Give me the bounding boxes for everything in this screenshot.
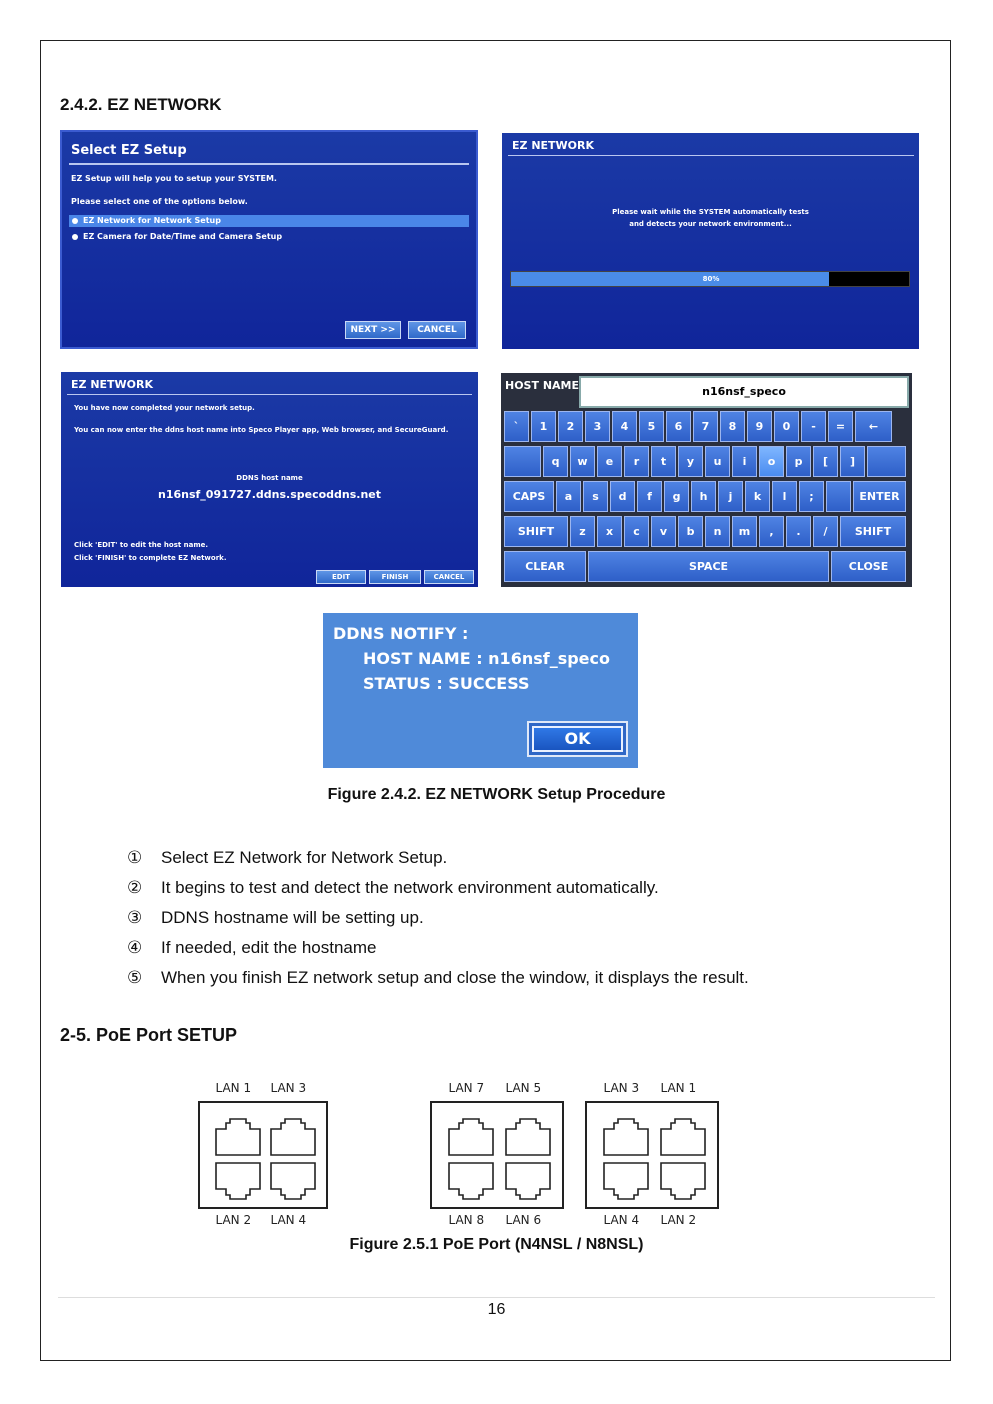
wait-message-2: and detects your network environment... (629, 220, 792, 228)
lan-label: LAN 2 (215, 1213, 252, 1227)
host-name-input[interactable]: n16nsf_speco (579, 376, 909, 408)
step-text: DDNS hostname will be setting up. (161, 908, 424, 927)
key-a[interactable]: a (556, 481, 581, 512)
lan-label: LAN 6 (505, 1213, 542, 1227)
ddns-notify-dialog (323, 613, 638, 768)
key-j[interactable]: j (718, 481, 743, 512)
rj45-port-icon (504, 1161, 552, 1206)
lan-label: LAN 4 (270, 1213, 307, 1227)
figure-caption-ez: Figure 2.4.2. EZ NETWORK Setup Procedure (327, 786, 666, 803)
step-text: Select EZ Network for Network Setup. (161, 848, 448, 867)
step-text: When you finish EZ network setup and close the window, it displays the result. (161, 968, 749, 987)
lan-label: LAN 4 (603, 1213, 640, 1227)
lan-label: LAN 1 (660, 1081, 697, 1095)
key-r1-3[interactable]: 3 (585, 411, 610, 442)
key-sym9[interactable]: / (813, 516, 838, 547)
edit-button[interactable]: EDIT (316, 570, 366, 584)
key-r1-10[interactable]: 0 (774, 411, 799, 442)
step-item (127, 938, 377, 958)
lan-port-panel (430, 1101, 564, 1209)
cancel-button[interactable]: CANCEL (424, 570, 474, 584)
key-o[interactable]: o (759, 446, 784, 477)
wait-message-1: Please wait while the SYSTEM automatically tests (612, 208, 809, 216)
screen-ez-network-complete (61, 372, 478, 587)
ddns-info-text: You can now enter the ddns host name into Speco Player app, Web browser, and SecureGuard. (74, 426, 449, 434)
key-h[interactable]: h (691, 481, 716, 512)
step-item (127, 968, 749, 988)
lan-label: LAN 5 (505, 1081, 542, 1095)
key-sym7[interactable]: , (759, 516, 784, 547)
key-k[interactable]: k (745, 481, 770, 512)
key-sym9[interactable]: ; (799, 481, 824, 512)
key-tab[interactable] (504, 446, 541, 477)
key-s[interactable]: s (583, 481, 608, 512)
lan-label: LAN 1 (215, 1081, 252, 1095)
step-number: ② (127, 878, 143, 897)
lan-label: LAN 7 (448, 1081, 485, 1095)
key-x[interactable]: x (597, 516, 622, 547)
next-button[interactable]: NEXT >> (345, 321, 401, 339)
screen-title: Select EZ Setup (71, 143, 187, 158)
screen-title: EZ NETWORK (512, 139, 595, 152)
hint-edit: Click 'EDIT' to edit the host name. (74, 541, 209, 549)
key-enter[interactable]: ENTER (853, 481, 906, 512)
key-backspace[interactable]: ← (855, 411, 892, 442)
key-r1-12[interactable]: = (828, 411, 853, 442)
key-shift-right[interactable]: SHIFT (840, 516, 906, 547)
key-r1-7[interactable]: 7 (693, 411, 718, 442)
section-title-ez-network: 2.4.2. EZ NETWORK (60, 95, 222, 114)
key-r1-2[interactable]: 2 (558, 411, 583, 442)
key-e[interactable]: e (597, 446, 622, 477)
step-text: It begins to test and detect the network environment automatically. (161, 878, 659, 897)
title-underline (69, 163, 469, 165)
key-g[interactable]: g (664, 481, 689, 512)
lan-label: LAN 2 (660, 1213, 697, 1227)
key-sym11[interactable]: ] (840, 446, 865, 477)
page-number: 16 (487, 1301, 506, 1318)
step-item (127, 848, 447, 868)
key-blank[interactable] (867, 446, 906, 477)
key-i[interactable]: i (732, 446, 757, 477)
rj45-port-icon (447, 1161, 495, 1206)
key-t[interactable]: t (651, 446, 676, 477)
lan-label: LAN 8 (448, 1213, 485, 1227)
notify-host-line: HOST NAME : n16nsf_speco (363, 649, 610, 668)
hint-finish: Click 'FINISH' to complete EZ Network. (74, 554, 227, 562)
key-sym8[interactable]: . (786, 516, 811, 547)
section-title-poe: 2-5. PoE Port SETUP (60, 1025, 238, 1045)
screen-title: EZ NETWORK (71, 378, 154, 391)
rj45-port-icon (269, 1117, 317, 1162)
notify-title: DDNS NOTIFY : (333, 624, 469, 643)
radio-icon (72, 234, 78, 240)
key-r[interactable]: r (624, 446, 649, 477)
key-u[interactable]: u (705, 446, 730, 477)
progress-bar (510, 271, 910, 287)
footer-divider (58, 1297, 935, 1298)
lan-port-panel (585, 1101, 719, 1209)
key-sym10[interactable]: [ (813, 446, 838, 477)
step-number: ① (127, 848, 143, 867)
key-shift-left[interactable]: SHIFT (504, 516, 568, 547)
key-c[interactable]: c (624, 516, 649, 547)
key-d[interactable]: d (610, 481, 635, 512)
rj45-port-icon (659, 1117, 707, 1162)
key-l[interactable]: l (772, 481, 797, 512)
option-ez-network[interactable]: EZ Network for Network Setup (69, 215, 469, 227)
step-number: ④ (127, 938, 143, 957)
ok-label: OK (532, 726, 623, 752)
instruction-text: Please select one of the options below. (71, 197, 248, 206)
key-b[interactable]: b (678, 516, 703, 547)
key-n[interactable]: n (705, 516, 730, 547)
virtual-keyboard (501, 373, 912, 587)
finish-button[interactable]: FINISH (369, 570, 421, 584)
key-r1-11[interactable]: - (801, 411, 826, 442)
lan-label: LAN 3 (270, 1081, 307, 1095)
cancel-button[interactable]: CANCEL (408, 321, 466, 339)
key-blank[interactable] (826, 481, 851, 512)
key-f[interactable]: f (637, 481, 662, 512)
option-ez-camera[interactable]: EZ Camera for Date/Time and Camera Setup (72, 232, 282, 241)
key-close[interactable]: CLOSE (831, 551, 906, 582)
key-p[interactable]: p (786, 446, 811, 477)
lan-label: LAN 3 (603, 1081, 640, 1095)
radio-selected-icon (72, 218, 78, 224)
ok-button[interactable] (527, 721, 628, 757)
rj45-port-icon (504, 1117, 552, 1162)
rj45-port-icon (269, 1161, 317, 1206)
step-item (127, 908, 424, 928)
title-underline (67, 394, 472, 395)
ddns-label: DDNS host name (236, 474, 303, 482)
screen-ez-network-progress (502, 133, 919, 349)
step-item (127, 878, 659, 898)
progress-label: 80% (702, 275, 720, 283)
key-r1-9[interactable]: 9 (747, 411, 772, 442)
key-caps[interactable]: CAPS (504, 481, 554, 512)
key-w[interactable]: w (570, 446, 595, 477)
rj45-port-icon (214, 1117, 262, 1162)
figure-caption-poe: Figure 2.5.1 PoE Port (N4NSL / N8NSL) (349, 1236, 644, 1253)
key-v[interactable]: v (651, 516, 676, 547)
step-number: ③ (127, 908, 143, 927)
rj45-port-icon (602, 1117, 650, 1162)
rj45-port-icon (447, 1117, 495, 1162)
key-z[interactable]: z (570, 516, 595, 547)
key-r1-5[interactable]: 5 (639, 411, 664, 442)
screen-select-ez-setup (60, 130, 478, 349)
complete-text: You have now completed your network setup. (74, 404, 255, 412)
intro-text: EZ Setup will help you to setup your SYSTEM. (71, 174, 277, 183)
step-text: If needed, edit the hostname (161, 938, 377, 957)
notify-status-line: STATUS : SUCCESS (363, 674, 530, 693)
step-number: ⑤ (127, 968, 143, 987)
key-clear[interactable]: CLEAR (504, 551, 586, 582)
rj45-port-icon (602, 1161, 650, 1206)
rj45-port-icon (659, 1161, 707, 1206)
key-y[interactable]: y (678, 446, 703, 477)
key-m[interactable]: m (732, 516, 757, 547)
lan-port-panel (198, 1101, 328, 1209)
ddns-value: n16nsf_091727.ddns.specoddns.net (157, 488, 382, 501)
key-r1-8[interactable]: 8 (720, 411, 745, 442)
host-name-label: HOST NAME (505, 379, 579, 392)
title-underline (508, 155, 914, 156)
key-q[interactable]: q (543, 446, 568, 477)
rj45-port-icon (214, 1161, 262, 1206)
key-space[interactable]: SPACE (588, 551, 829, 582)
key-r1-1[interactable]: 1 (531, 411, 556, 442)
key-r1-0[interactable]: ` (504, 411, 529, 442)
key-r1-6[interactable]: 6 (666, 411, 691, 442)
key-r1-4[interactable]: 4 (612, 411, 637, 442)
